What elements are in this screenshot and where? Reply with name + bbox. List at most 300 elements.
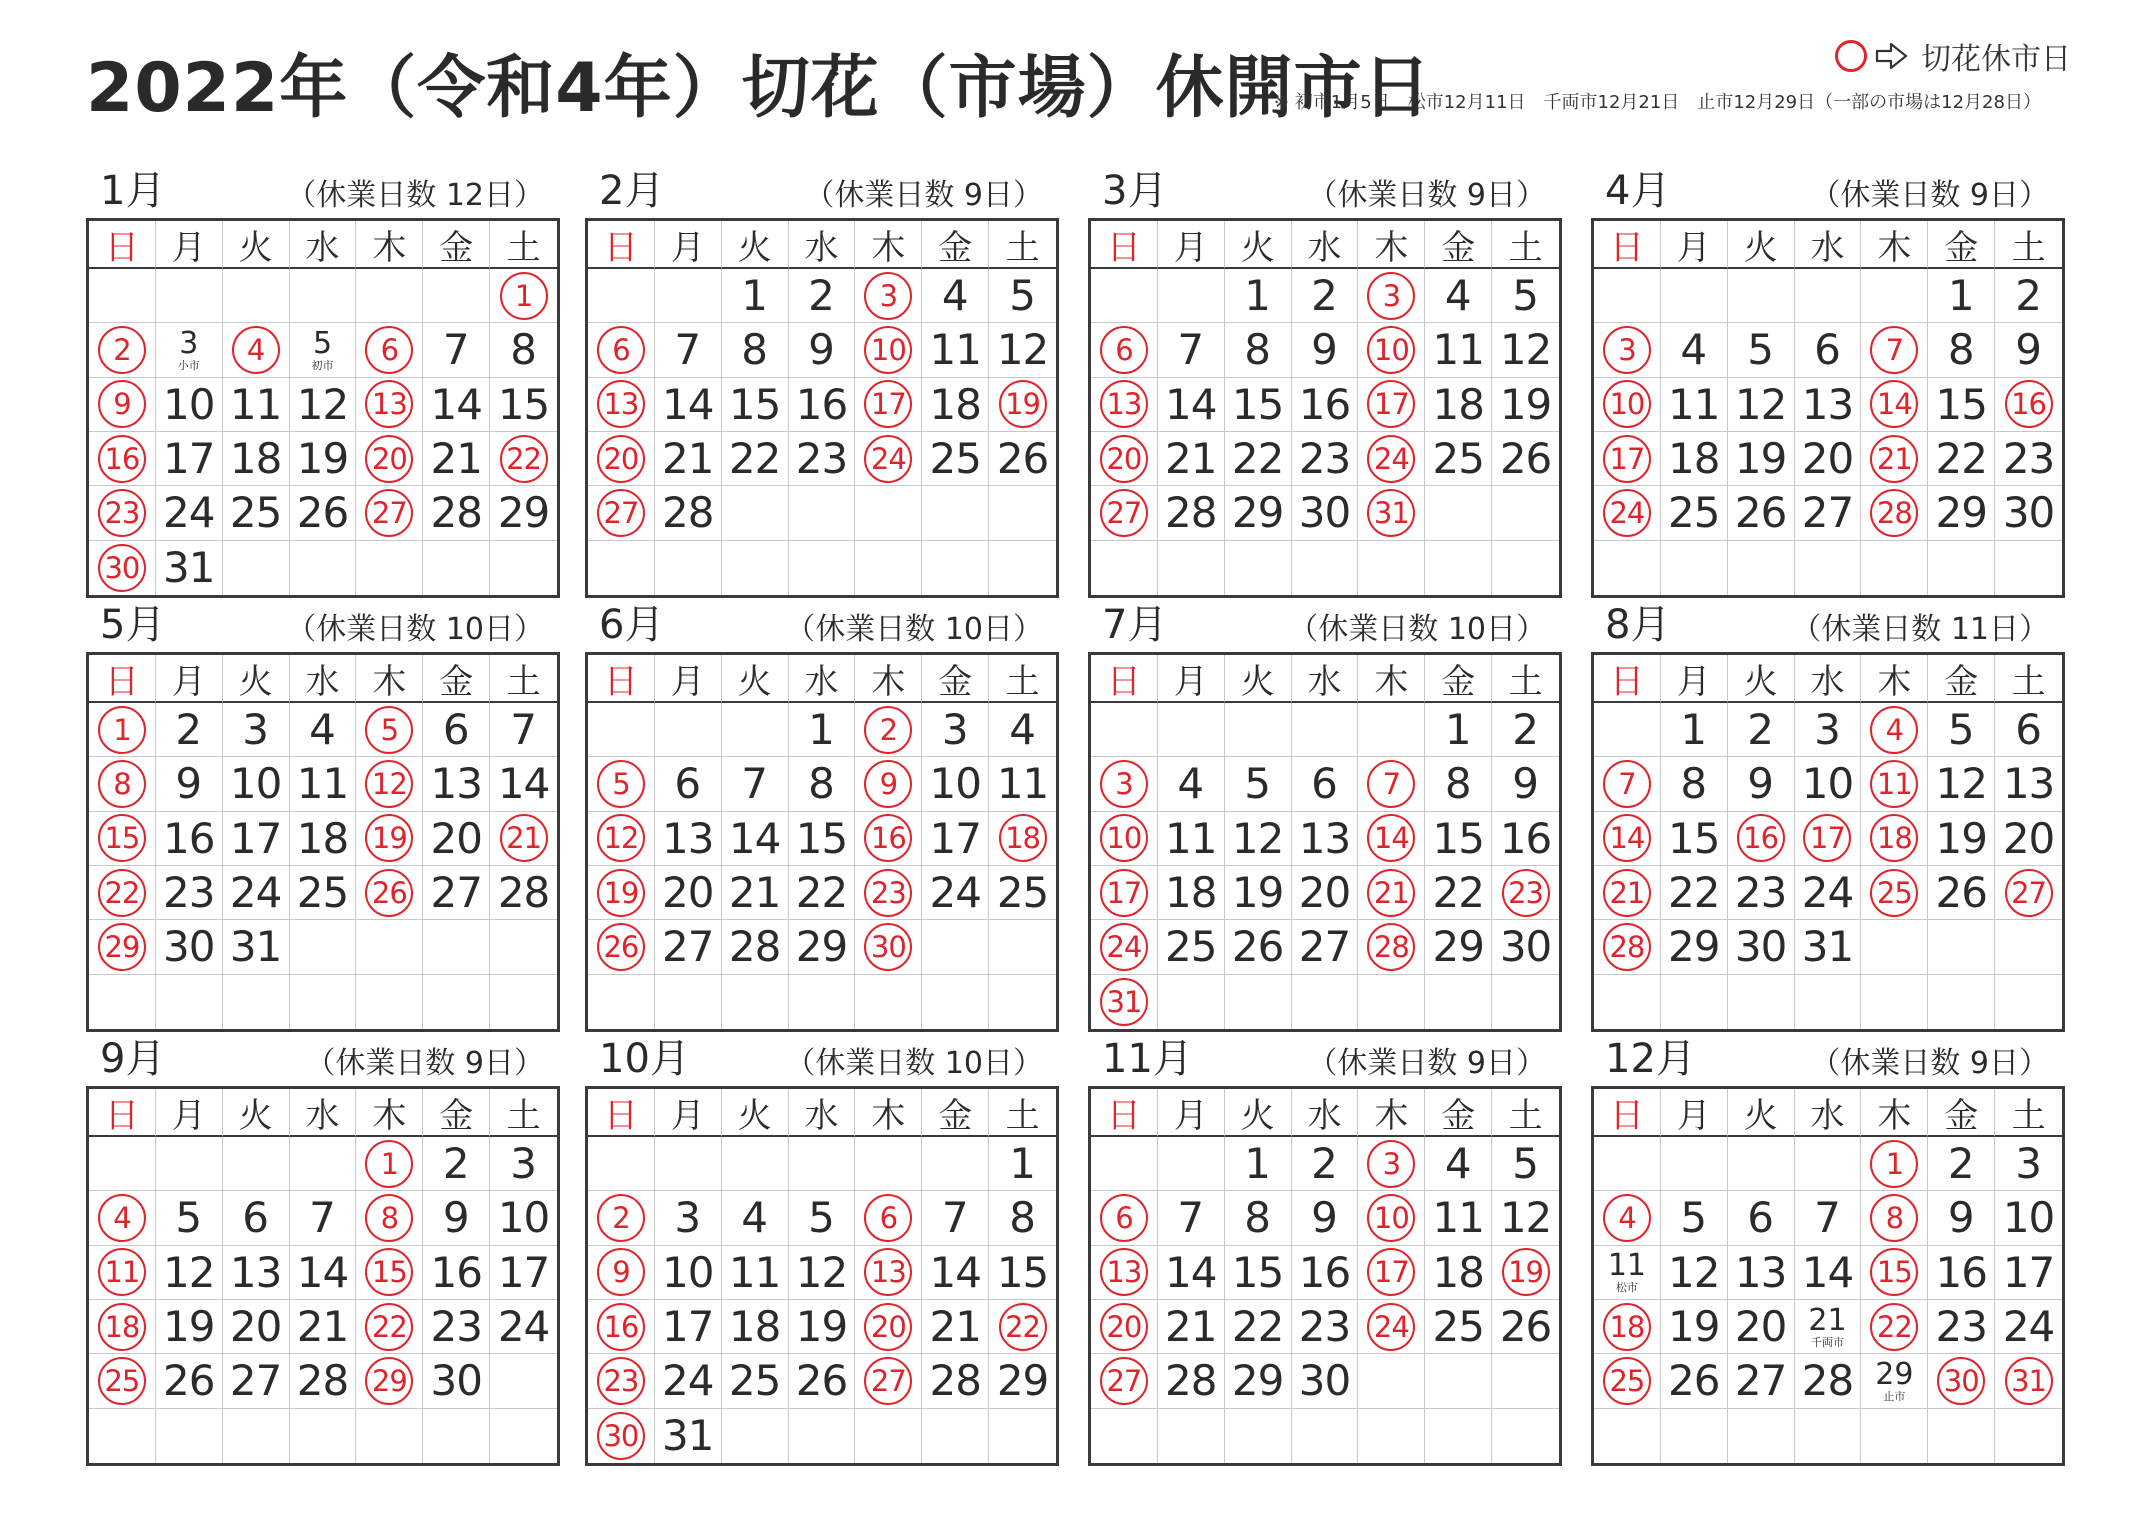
- day-cell: [1861, 1354, 1928, 1408]
- day-number: 25: [728, 1356, 781, 1406]
- day-cell: [423, 1300, 490, 1354]
- day-number: 2: [175, 705, 203, 755]
- day-cell: [1358, 378, 1425, 432]
- day-number: 15: [996, 1247, 1049, 1297]
- day-number: 25: [1432, 1302, 1484, 1352]
- day-cell: [1995, 378, 2062, 432]
- day-cell: [1358, 269, 1425, 323]
- empty-cell: [223, 975, 290, 1029]
- day-cell: [1492, 1191, 1559, 1245]
- day-cell: [1158, 378, 1225, 432]
- empty-cell: [356, 975, 423, 1029]
- empty-cell: [855, 541, 922, 595]
- closed-day-circle: 23: [864, 869, 912, 917]
- day-number: 14: [929, 1247, 981, 1297]
- day-cell: [722, 432, 789, 486]
- day-cell: [89, 323, 156, 377]
- day-cell: [989, 1354, 1056, 1408]
- closed-day-circle: 22: [98, 869, 146, 917]
- closed-day-circle: 10: [864, 326, 912, 374]
- closed-day-circle: 11: [1870, 760, 1918, 808]
- day-cell: [356, 1137, 423, 1191]
- day-cell: [1292, 812, 1359, 866]
- day-number: 11: [996, 759, 1049, 809]
- empty-cell: [490, 1354, 557, 1408]
- day-cell: [989, 812, 1056, 866]
- weekday-header: 木: [855, 1089, 922, 1137]
- closed-day-circle: 2: [864, 706, 912, 754]
- day-cell: [1995, 757, 2062, 811]
- day-number: 14: [430, 379, 482, 429]
- weekday-header: 火: [722, 655, 789, 703]
- day-cell: [1728, 757, 1795, 811]
- empty-cell: [1091, 269, 1158, 323]
- empty-cell: [588, 269, 655, 323]
- day-cell: [290, 757, 357, 811]
- empty-cell: [989, 975, 1056, 1029]
- day-cell: [588, 1354, 655, 1408]
- day-cell: [1928, 323, 1995, 377]
- empty-cell: [922, 1137, 989, 1191]
- day-number: 13: [1734, 1247, 1787, 1297]
- weekday-header: 日: [588, 655, 655, 703]
- closed-day-circle: 3: [864, 272, 912, 320]
- day-cell: [423, 1354, 490, 1408]
- day-cell: [1091, 1354, 1158, 1408]
- closed-day-circle: 15: [98, 814, 146, 862]
- day-number: 8: [1009, 1193, 1036, 1243]
- day-number: 1: [1444, 705, 1472, 755]
- day-number: 2: [442, 1139, 470, 1189]
- day-cell: [1594, 866, 1661, 920]
- empty-cell: [1492, 486, 1559, 540]
- day-cell: [1995, 1191, 2062, 1245]
- market-dates-note: ※ 初市1月5日 松市12月11日 千両市12月21日 止市12月29日（一部の市場は12月28日）: [1274, 92, 2041, 113]
- day-number: 17: [163, 434, 215, 484]
- day-cell: [1091, 378, 1158, 432]
- day-cell: [1594, 432, 1661, 486]
- market-day: [1875, 1356, 1914, 1403]
- closed-day-circle: 8: [1870, 1194, 1918, 1242]
- day-number: 25: [996, 868, 1049, 918]
- market-day-label: 松市: [1615, 1281, 1638, 1295]
- weekday-header: 水: [290, 1089, 357, 1137]
- day-cell: [89, 541, 156, 595]
- day-cell: [655, 432, 722, 486]
- closed-day-circle: 27: [1100, 1357, 1148, 1405]
- day-number: 12: [163, 1247, 215, 1297]
- day-cell: [1158, 1246, 1225, 1300]
- weekday-header: 日: [1091, 655, 1158, 703]
- closed-day-circle: 28: [1603, 923, 1651, 971]
- day-number: 8: [1244, 325, 1271, 375]
- day-cell: [89, 1191, 156, 1245]
- day-cell: [89, 866, 156, 920]
- right-arrow-outline-icon: [1875, 41, 1909, 71]
- weekday-header: 火: [1225, 1089, 1292, 1137]
- closed-day-circle: 27: [1100, 489, 1148, 537]
- day-cell: [1492, 1246, 1559, 1300]
- day-cell: [588, 1246, 655, 1300]
- day-cell: [423, 432, 490, 486]
- holiday-count: （休業日数 9日）: [1810, 1046, 2049, 1081]
- day-cell: [1795, 486, 1862, 540]
- day-number: 24: [662, 1356, 714, 1406]
- day-number: 19: [296, 434, 349, 484]
- day-cell: [423, 1246, 490, 1300]
- empty-cell: [1425, 975, 1492, 1029]
- day-number: 16: [1499, 813, 1552, 863]
- day-number: 30: [1734, 922, 1787, 972]
- closed-day-circle: 30: [98, 544, 146, 592]
- day-cell: [855, 866, 922, 920]
- weekday-header: 木: [855, 221, 922, 269]
- day-cell: [490, 1191, 557, 1245]
- day-number: 28: [296, 1356, 349, 1406]
- day-cell: [655, 812, 722, 866]
- day-cell: [1358, 1246, 1425, 1300]
- day-cell: [1661, 486, 1728, 540]
- empty-cell: [1158, 975, 1225, 1029]
- day-number: 21: [1808, 1302, 1847, 1338]
- day-number: 11: [296, 759, 349, 809]
- day-number: 1: [741, 271, 768, 321]
- day-number: 8: [1444, 759, 1472, 809]
- day-number: 9: [1311, 325, 1338, 375]
- day-cell: [1492, 378, 1559, 432]
- day-cell: [722, 1246, 789, 1300]
- day-cell: [1225, 378, 1292, 432]
- empty-cell: [922, 975, 989, 1029]
- day-cell: [1292, 432, 1359, 486]
- day-number: 12: [996, 325, 1049, 375]
- day-number: 22: [1231, 1302, 1284, 1352]
- day-cell: [1358, 1191, 1425, 1245]
- day-number: 26: [795, 1356, 848, 1406]
- day-number: 26: [296, 488, 349, 538]
- day-cell: [1795, 1300, 1862, 1354]
- closed-day-circle: 4: [98, 1194, 146, 1242]
- day-number: 22: [728, 434, 781, 484]
- closed-day-circle: 17: [864, 380, 912, 428]
- closed-day-circle: 25: [1603, 1357, 1651, 1405]
- day-cell: [1661, 323, 1728, 377]
- day-cell: [1358, 920, 1425, 974]
- day-number: 27: [1298, 922, 1351, 972]
- day-cell: [989, 432, 1056, 486]
- weekday-header: 月: [655, 221, 722, 269]
- day-number: 5: [312, 325, 333, 361]
- day-cell: [490, 486, 557, 540]
- day-number: 26: [163, 1356, 215, 1406]
- closed-day-circle: 20: [864, 1303, 912, 1351]
- day-cell: [1594, 1354, 1661, 1408]
- day-cell: [1861, 1300, 1928, 1354]
- day-number: 21: [1165, 1302, 1217, 1352]
- day-cell: [490, 269, 557, 323]
- day-cell: [1358, 323, 1425, 377]
- day-number: 27: [1734, 1356, 1787, 1406]
- day-cell: [1795, 1354, 1862, 1408]
- day-number: 30: [1298, 1356, 1351, 1406]
- empty-cell: [1292, 1409, 1359, 1463]
- day-number: 21: [662, 434, 714, 484]
- month-grid: [86, 652, 560, 1032]
- day-number: 3: [510, 1139, 537, 1189]
- day-cell: [722, 323, 789, 377]
- weekday-header: 日: [1594, 655, 1661, 703]
- day-cell: [1292, 378, 1359, 432]
- day-number: 14: [1165, 1247, 1217, 1297]
- closed-day-circle: 30: [864, 923, 912, 971]
- weekday-header: 水: [1795, 655, 1862, 703]
- closed-day-circle: 3: [1367, 272, 1415, 320]
- closed-day-circle: 29: [98, 923, 146, 971]
- empty-cell: [1358, 541, 1425, 595]
- empty-cell: [356, 1409, 423, 1463]
- weekday-header: 日: [588, 1089, 655, 1137]
- day-cell: [655, 1354, 722, 1408]
- day-number: 5: [1680, 1193, 1708, 1243]
- day-number: 6: [674, 759, 702, 809]
- day-cell: [1292, 1354, 1359, 1408]
- closed-day-circle: 8: [365, 1194, 413, 1242]
- day-cell: [89, 432, 156, 486]
- day-cell: [1795, 920, 1862, 974]
- day-number: 7: [1177, 1193, 1205, 1243]
- empty-cell: [1594, 269, 1661, 323]
- day-cell: [1728, 1354, 1795, 1408]
- empty-cell: [855, 486, 922, 540]
- day-cell: [1861, 1191, 1928, 1245]
- closed-day-circle: 9: [98, 380, 146, 428]
- month-name: 9月: [100, 1036, 166, 1082]
- day-number: 10: [497, 1193, 550, 1243]
- day-cell: [290, 812, 357, 866]
- day-cell: [1091, 432, 1158, 486]
- empty-cell: [290, 269, 357, 323]
- month-name: 10月: [599, 1036, 690, 1082]
- day-number: 12: [1668, 1247, 1720, 1297]
- weekday-header: 水: [1292, 655, 1359, 703]
- closed-day-circle: 21: [1603, 869, 1651, 917]
- empty-cell: [989, 1409, 1056, 1463]
- closed-day-circle: 16: [864, 814, 912, 862]
- day-cell: [1995, 703, 2062, 757]
- weekday-header: 土: [989, 1089, 1056, 1137]
- day-cell: [290, 323, 357, 377]
- day-cell: [1928, 1191, 1995, 1245]
- day-number: 23: [430, 1302, 482, 1352]
- day-number: 26: [1668, 1356, 1720, 1406]
- closed-day-circle: 18: [1603, 1303, 1651, 1351]
- day-number: 7: [442, 325, 470, 375]
- day-cell: [1928, 486, 1995, 540]
- day-cell: [490, 866, 557, 920]
- day-cell: [290, 432, 357, 486]
- day-cell: [1158, 1300, 1225, 1354]
- closed-day-circle: 7: [1603, 760, 1651, 808]
- day-number: 25: [229, 488, 282, 538]
- day-number: 7: [510, 705, 537, 755]
- day-number: 2: [2015, 271, 2042, 321]
- day-cell: [223, 1300, 290, 1354]
- closed-day-circle: 22: [999, 1303, 1047, 1351]
- day-number: 25: [929, 434, 981, 484]
- day-number: 19: [1734, 434, 1787, 484]
- closed-day-circle: 22: [365, 1303, 413, 1351]
- day-cell: [1158, 1191, 1225, 1245]
- day-cell: [1928, 1137, 1995, 1191]
- empty-cell: [89, 975, 156, 1029]
- day-number: 9: [1311, 1193, 1338, 1243]
- weekday-header: 土: [490, 655, 557, 703]
- day-cell: [655, 1300, 722, 1354]
- day-cell: [588, 432, 655, 486]
- day-number: 29: [497, 488, 550, 538]
- day-cell: [1492, 1137, 1559, 1191]
- day-cell: [1661, 1354, 1728, 1408]
- day-cell: [1928, 378, 1995, 432]
- empty-cell: [1861, 269, 1928, 323]
- day-cell: [1661, 812, 1728, 866]
- empty-cell: [1358, 703, 1425, 757]
- empty-cell: [655, 269, 722, 323]
- closed-day-circle: 10: [1367, 326, 1415, 374]
- day-cell: [922, 269, 989, 323]
- day-number: 31: [1801, 922, 1854, 972]
- page-title: 2022年（令和4年）切花（市場）休開市日: [86, 49, 1432, 128]
- closed-day-circle: 6: [597, 326, 645, 374]
- day-cell: [290, 1246, 357, 1300]
- day-cell: [89, 757, 156, 811]
- day-cell: [722, 378, 789, 432]
- day-cell: [356, 703, 423, 757]
- empty-cell: [1861, 975, 1928, 1029]
- day-number: 29: [1935, 488, 1987, 538]
- day-cell: [1292, 1191, 1359, 1245]
- weekday-header: 金: [1928, 1089, 1995, 1137]
- day-cell: [1728, 1300, 1795, 1354]
- day-cell: [1995, 323, 2062, 377]
- day-cell: [1425, 920, 1492, 974]
- month-grid: [1088, 218, 1562, 598]
- weekday-header: 火: [1728, 221, 1795, 269]
- day-cell: [490, 1300, 557, 1354]
- day-number: 29: [996, 1356, 1049, 1406]
- day-cell: [156, 1191, 223, 1245]
- weekday-header: 火: [223, 1089, 290, 1137]
- day-number: 17: [497, 1247, 550, 1297]
- month-grid: [585, 218, 1059, 598]
- day-cell: [1425, 1137, 1492, 1191]
- day-cell: [423, 486, 490, 540]
- day-cell: [1928, 269, 1995, 323]
- empty-cell: [989, 920, 1056, 974]
- day-cell: [156, 812, 223, 866]
- closed-day-circle: 19: [1502, 1248, 1550, 1296]
- day-cell: [789, 1300, 856, 1354]
- day-cell: [655, 1191, 722, 1245]
- day-cell: [223, 432, 290, 486]
- day-number: 16: [430, 1247, 482, 1297]
- day-number: 6: [2015, 705, 2042, 755]
- day-cell: [290, 866, 357, 920]
- day-cell: [1158, 1354, 1225, 1408]
- day-number: 10: [662, 1247, 714, 1297]
- day-cell: [655, 1409, 722, 1463]
- empty-cell: [722, 486, 789, 540]
- empty-cell: [423, 975, 490, 1029]
- closed-day-circle: 1: [500, 272, 548, 320]
- empty-cell: [722, 1137, 789, 1191]
- day-cell: [1225, 1137, 1292, 1191]
- empty-cell: [356, 920, 423, 974]
- empty-cell: [1928, 975, 1995, 1029]
- closed-day-circle: 20: [365, 435, 413, 483]
- day-cell: [1225, 269, 1292, 323]
- weekday-header: 木: [1358, 1089, 1425, 1137]
- month-name: 2月: [599, 168, 665, 214]
- empty-cell: [1995, 541, 2062, 595]
- day-cell: [290, 1191, 357, 1245]
- day-number: 21: [728, 868, 781, 918]
- day-number: 16: [1935, 1247, 1987, 1297]
- day-cell: [356, 812, 423, 866]
- day-number: 5: [1512, 271, 1539, 321]
- day-cell: [1425, 432, 1492, 486]
- weekday-header: 火: [223, 221, 290, 269]
- day-cell: [1861, 323, 1928, 377]
- closed-day-circle: 25: [1870, 869, 1918, 917]
- day-cell: [1795, 757, 1862, 811]
- day-number: 27: [229, 1356, 282, 1406]
- month-name: 8月: [1605, 602, 1671, 648]
- day-number: 12: [1499, 325, 1552, 375]
- day-number: 3: [1814, 705, 1841, 755]
- day-cell: [1661, 378, 1728, 432]
- day-number: 19: [1668, 1302, 1720, 1352]
- closed-day-circle: 13: [1100, 1248, 1148, 1296]
- day-cell: [588, 866, 655, 920]
- empty-cell: [1594, 541, 1661, 595]
- holiday-count: （休業日数 12日）: [286, 178, 544, 213]
- closed-day-circle: 16: [1737, 814, 1785, 862]
- day-number: 21: [430, 434, 482, 484]
- day-number: 8: [741, 325, 768, 375]
- day-number: 15: [1935, 379, 1987, 429]
- day-cell: [1661, 432, 1728, 486]
- day-cell: [922, 323, 989, 377]
- empty-cell: [1928, 920, 1995, 974]
- empty-cell: [290, 1137, 357, 1191]
- day-cell: [89, 1354, 156, 1408]
- closed-day-circle: 3: [1367, 1140, 1415, 1188]
- day-cell: [855, 378, 922, 432]
- day-cell: [1492, 920, 1559, 974]
- day-cell: [989, 1246, 1056, 1300]
- day-cell: [1861, 1137, 1928, 1191]
- market-day-label: 千両市: [1810, 1335, 1844, 1349]
- day-number: 10: [929, 759, 981, 809]
- day-number: 18: [728, 1302, 781, 1352]
- day-cell: [1995, 1354, 2062, 1408]
- closed-day-circle: 24: [1603, 489, 1651, 537]
- day-cell: [789, 920, 856, 974]
- day-cell: [655, 920, 722, 974]
- empty-cell: [1728, 975, 1795, 1029]
- weekday-header: 水: [290, 221, 357, 269]
